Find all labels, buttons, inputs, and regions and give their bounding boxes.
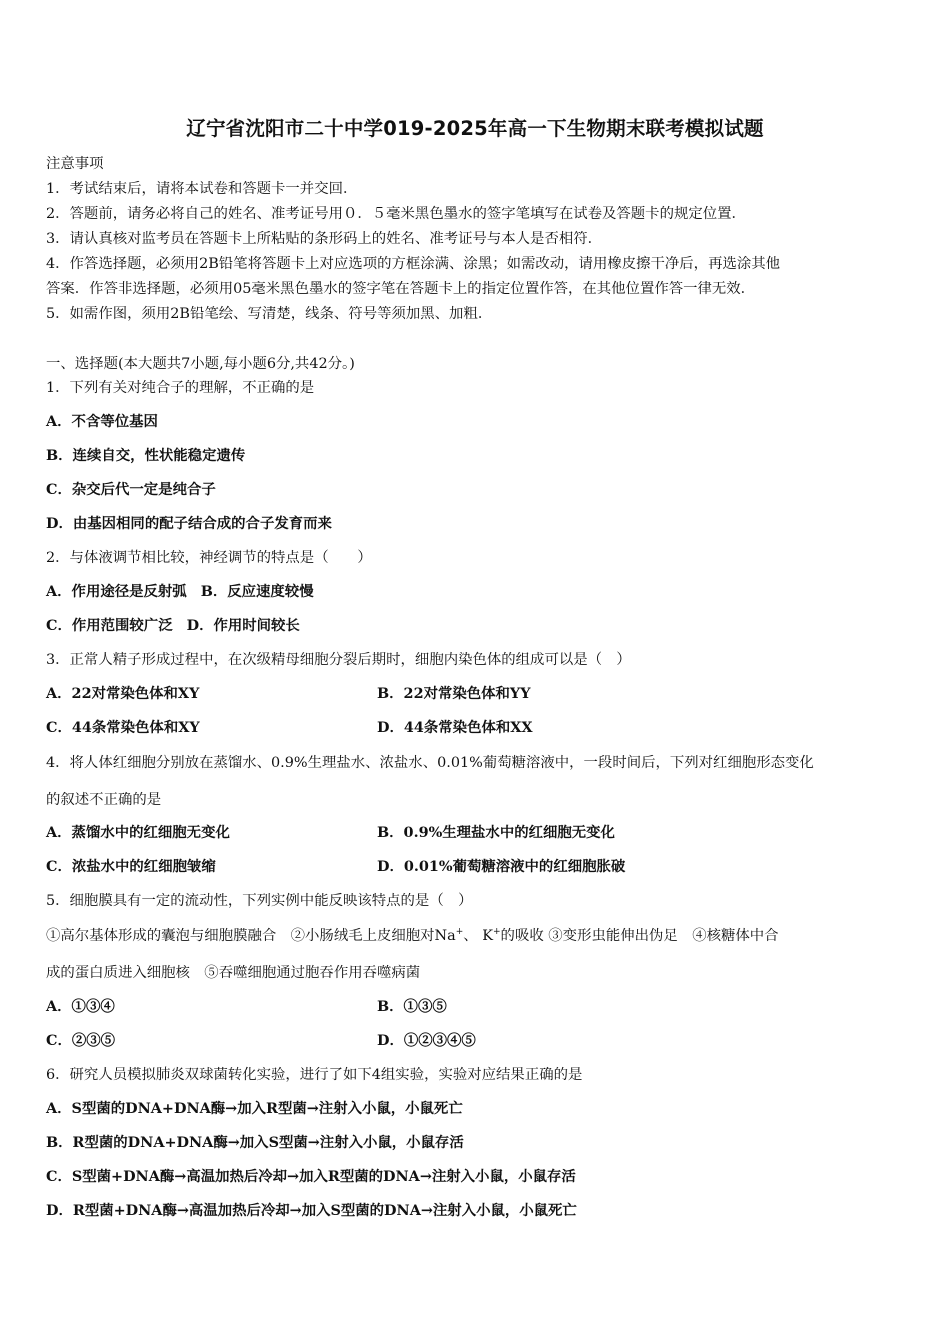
question-5-option-c: C．②③⑤ [46,1032,116,1049]
question-4-option-a: A．蒸馏水中的红细胞无变化 [46,824,230,841]
question-3-stem: 3．正常人精子形成过程中，在次级精母细胞分裂后期时，细胞内染色体的组成可以是（ ） [46,652,631,668]
question-5-items-line-2: 成的蛋白质进入细胞核 ⑤吞噬细胞通过胞吞作用吞噬病菌 [46,965,421,981]
question-5-items-line-1: ①高尔基体形成的囊泡与细胞膜融合 ②小肠绒毛上皮细胞对Na+、 K+的吸收 ③变形虫能伸出伪足 ④核糖体中合 [46,927,779,944]
question-4-stem-cont: 的叙述不正确的是 [46,792,162,808]
notice-item-4: 4．作答选择题，必须用2B铅笔将答题卡上对应选项的方框涂满、涂黑；如需改动，请用橡皮擦干净后，再选涂其他 [46,256,781,272]
question-1-stem: 1．下列有关对纯合子的理解，不正确的是 [46,380,315,396]
notice-item-1: 1．考试结束后，请将本试卷和答题卡一并交回． [46,181,358,197]
page-title: 辽宁省沈阳市二十中学019-2025年高一下生物期末联考模拟试题 [186,117,764,140]
question-6-option-c: C．S型菌+DNA酶→高温加热后冷却→加入R型菌的DNA→注射入小鼠，小鼠存活 [46,1168,576,1185]
section-heading: 一、选择题(本大题共7小题,每小题6分,共42分。) [46,356,355,372]
notice-heading: 注意事项 [46,156,104,172]
question-5-option-d: D．①②③④⑤ [377,1032,476,1049]
question-3-option-d: D．44条常染色体和XX [377,719,533,736]
question-2-option-a: A．作用途径是反射弧 [46,583,187,600]
question-3-option-a: A．22对常染色体和XY [46,685,200,702]
question-2-options-cd [46,614,300,635]
notice-item-4-cont: 答案．作答非选择题，必须用05毫米黑色墨水的签字笔在答题卡上的指定位置作答，在其他位置作答一律无效． [46,281,756,297]
question-6-option-d: D．R型菌+DNA酶→高温加热后冷却→加入S型菌的DNA→注射入小鼠，小鼠死亡 [46,1202,577,1219]
question-2-option-c: C．作用范围较广泛 [46,617,173,634]
question-1-option-c: C．杂交后代一定是纯合子 [46,481,216,498]
question-4-option-c: C．浓盐水中的红细胞皱缩 [46,858,216,875]
question-2-option-b: B．反应速度较慢 [200,583,314,600]
question-4-option-b: B．0.9%生理盐水中的红细胞无变化 [377,824,615,841]
question-5-option-a: A．①③④ [46,998,115,1015]
notice-item-3: 3．请认真核对监考员在答题卡上所粘贴的条形码上的姓名、准考证号与本人是否相符． [46,231,603,247]
question-2-option-d: D．作用时间较长 [186,617,300,634]
question-6-stem: 6．研究人员模拟肺炎双球菌转化实验，进行了如下4组实验，实验对应结果正确的是 [46,1067,583,1083]
question-6-option-a: A．S型菌的DNA+DNA酶→加入R型菌→注射入小鼠，小鼠死亡 [46,1100,463,1117]
question-4-option-d: D．0.01%葡萄糖溶液中的红细胞胀破 [377,858,626,875]
notice-item-2: 2．答题前，请务必将自己的姓名、准考证号用０．５毫米黑色墨水的签字笔填写在试卷及答题卡的规定位置． [46,206,746,222]
notice-item-5: 5．如需作图，须用2B铅笔绘、写清楚，线条、符号等须加黑、加粗． [46,306,493,322]
question-2-options-ab [46,580,314,601]
question-3-option-b: B．22对常染色体和YY [377,685,531,702]
question-5-stem: 5．细胞膜具有一定的流动性，下列实例中能反映该特点的是（ ） [46,893,473,909]
question-4-stem: 4．将人体红细胞分别放在蒸馏水、0.9%生理盐水、浓盐水、0.01%葡萄糖溶液中，一段时间后，下列对红细胞形态变化 [46,755,814,771]
question-5-option-b: B．①③⑤ [377,998,447,1015]
question-1-option-a: A．不含等位基因 [46,413,158,430]
question-3-option-c: C．44条常染色体和XY [46,719,200,736]
question-1-option-d: D．由基因相同的配子结合成的合子发育而来 [46,515,332,532]
question-2-stem: 2．与体液调节相比较，神经调节的特点是（ ） [46,550,372,566]
question-1-option-b: B．连续自交，性状能稳定遗传 [46,447,246,464]
question-6-option-b: B．R型菌的DNA+DNA酶→加入S型菌→注射入小鼠，小鼠存活 [46,1134,464,1151]
